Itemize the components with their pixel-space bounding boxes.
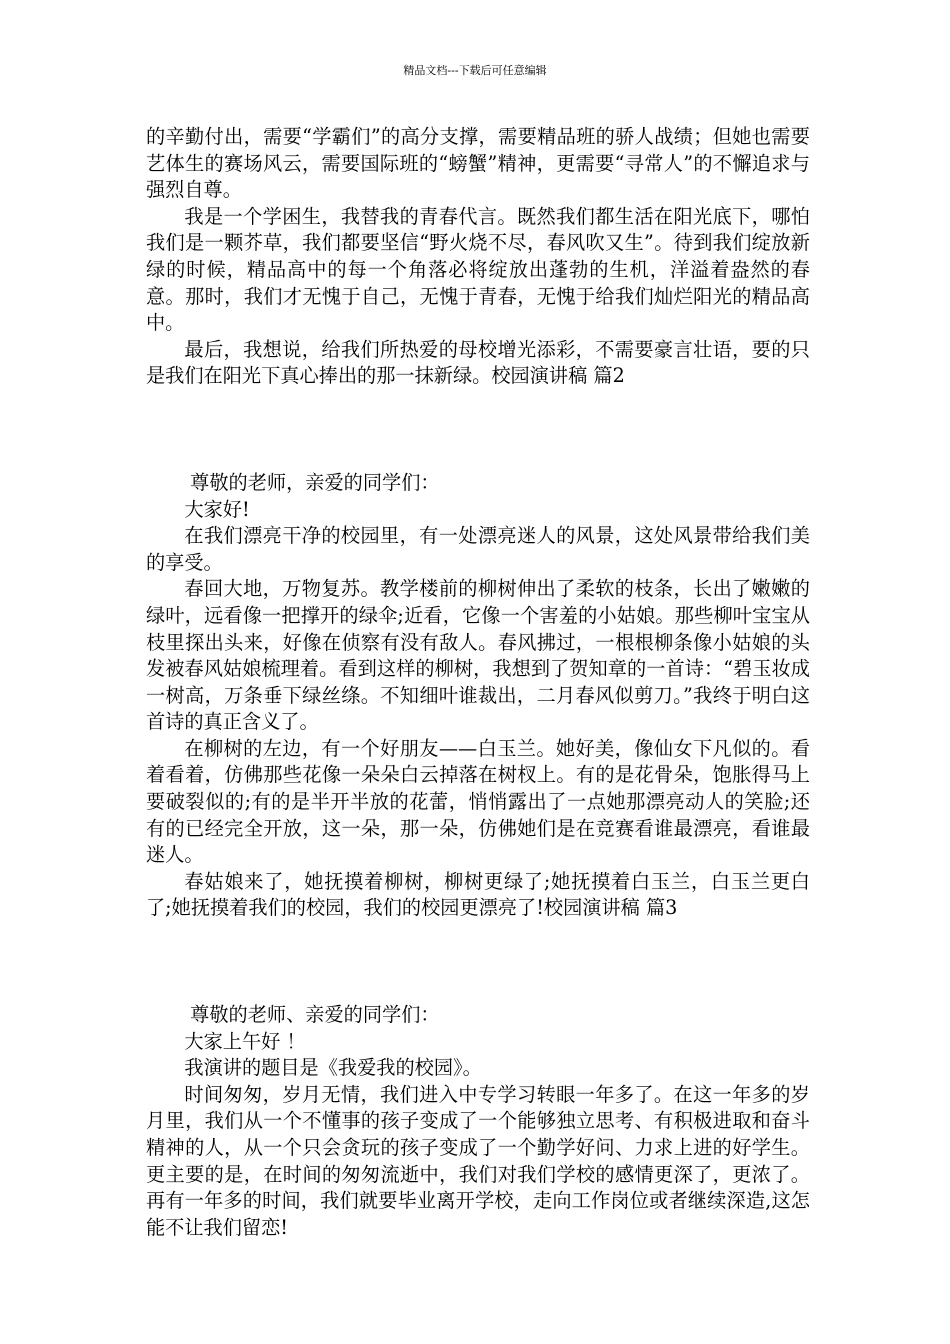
paragraph: 时间匆匆，岁月无情，我们进入中专学习转眼一年多了。在这一年多的岁月里，我们从一个不懂事的孩子变成了一个能够独立思考、有积极进取和奋斗精神的人，从一个只会贪玩的孩子变成了一个勤学好问、力求上进的好学生。更主要的是，在时间的匆匆流逝中，我们对我们学校的感情更深了，更浓了。再有一年多的时间，我们就要毕业离开学校，走向工作岗位或者继续深造,这怎能不让我们留恋! [146, 1082, 810, 1239]
paragraph: 的辛勤付出，需要“学霸们”的高分支撑，需要精品班的骄人战绩；但她也需要艺体生的赛场风云，需要国际班的“螃蟹”精神，更需要“寻常人”的不懈追求与强烈自尊。 [146, 125, 810, 202]
paragraph: 在柳树的左边，有一个好朋友——白玉兰。她好美，像仙女下凡似的。看着看着，仿佛那些花像一朵朵白云掉落在树杈上。有的是花骨朵，饱胀得马上要破裂似的;有的是半开半放的花蕾，悄悄露出了一点她那漂亮动人的笑脸;还有的已经完全开放，这一朵，那一朵，仿佛她们是在竞赛看谁最漂亮，看谁最迷人。 [146, 736, 810, 867]
paragraph: 在我们漂亮干净的校园里，有一处漂亮迷人的风景，这处风景带给我们美的享受。 [146, 524, 810, 574]
paragraph: 大家好! [184, 497, 250, 521]
paragraph: 我演讲的题目是《我爱我的校园》。 [184, 1056, 482, 1080]
paragraph: 我是一个学困生，我替我的青春代言。既然我们都生活在阳光底下，哪怕我们是一颗芥草，我们都要坚信“野火烧不尽，春风吹又生”。待到我们绽放新绿的时候，精品高中的每一个角落必将绽放出蓬勃的生机，洋溢着盎然的春意。那时，我们才无愧于自己，无愧于青春，无愧于给我们灿烂阳光的精品高中。 [146, 204, 810, 335]
paragraph: 最后，我想说，给我们所热爱的母校增光添彩，不需要豪言壮语，要的只是我们在阳光下真心捧出的那一抹新绿。校园演讲稿 篇2 [146, 337, 810, 388]
paragraph: 大家上午好 ！ [184, 1029, 306, 1053]
salutation: 尊敬的老师，亲爱的同学们： [190, 470, 440, 494]
paragraph: 春姑娘来了，她抚摸着柳树，柳树更绿了;她抚摸着白玉兰，白玉兰更白了;她抚摸着我们的校园，我们的校园更漂亮了!校园演讲稿 篇3 [146, 869, 810, 920]
paragraph: 春回大地，万物复苏。教学楼前的柳树伸出了柔软的枝条，长出了嫩嫩的绿叶，远看像一把撑开的绿伞;近看，它像一个害羞的小姑娘。那些柳叶宝宝从枝里探出头来，好像在侦察有没有敌人。春风拂过，一根根柳条像小姑娘的头发被春风姑娘梳理着。看到这样的柳树，我想到了贺知章的一首诗：“碧玉妆成一树高，万条垂下绿丝绦。不知细叶谁裁出，二月春风似剪刀。”我终于明白这首诗的真正含义了。 [146, 577, 810, 734]
salutation: 尊敬的老师、亲爱的同学们： [190, 1003, 440, 1027]
section-gap [146, 390, 810, 470]
section-gap [146, 922, 810, 1002]
document-body [146, 124, 810, 1241]
page-header: 精品文档---下载后可任意编辑 [403, 64, 547, 77]
